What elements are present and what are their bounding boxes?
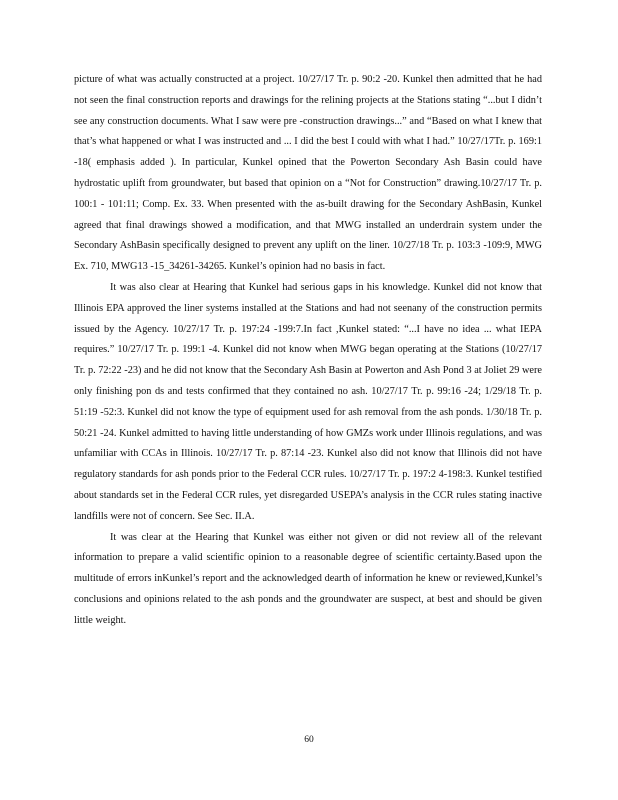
document-body	[74, 70, 542, 632]
paragraph-conclusion: It was clear at the Hearing that Kunkel was either not given or did not review all of the relevant information to prepare a valid scientific opinion to a reasonable degree of scientific certainty.Based upon the multitude of errors inKunkel’s report and the acknowledged dearth of information he knew or reviewed,Kunkel’s conclusions and opinions related to the ash ponds and the groundwater are suspect, at best and should be given little weight.	[74, 531, 542, 626]
paragraph-knowledge-gaps: It was also clear at Hearing that Kunkel had serious gaps in his knowledge. Kunkel did not know that Illinois EPA approved the liner systems installed at the Stations and had not seenany of the construction permits issued by the Agency. 10/27/17 Tr. p. 197:24 -199:7.In fact ,Kunkel stated: “...I have no idea ... what IEPA requires.” 10/27/17 Tr. p. 199:1 -4. Kunkel did not know when MWG began operating at the Stations (10/27/17 Tr. p. 72:22 -23) and he did not know that the Secondary Ash Basin at Powerton and Ash Pond 3 at Joliet 29 were only finishing pon ds and tests confirmed that they contained no ash. 10/27/17 Tr. p. 99:16 -24; 1/29/18 Tr. p. 51:19 -52:3. Kunkel did not know the type of equipment used for ash removal from the ash ponds. 1/30/18 Tr. p. 50:21 -24. Kunkel admitted to having little understanding of how GMZs work under Illinois regulations, and was unfamiliar with CCAs in Illinois. 10/27/17 Tr. p. 87:14 -23. Kunkel also did not know that Illinois did not have regulatory standards for ash ponds prior to the Federal CCR rules. 10/27/17 Tr. p. 197:2 4-198:3. Kunkel testified about standards set in the Federal CCR rules, yet disregarded USEPA’s analysis in the CCR rules stating inactive landfills were not of concern. See Sec. II.A.	[74, 281, 542, 522]
page-number: 60	[304, 735, 314, 745]
paragraph-continuation: picture of what was actually constructed at a project. 10/27/17 Tr. p. 90:2 -20. Kunkel then admitted that he had not seen the final construction reports and drawings for the relining projects at the Stations stating “...but I didn’t see any construction documents. What I saw were pre -construction drawings...” and “Based on what I knew that that’s what happened or what I was instructed and ... I did the best I could with what I had.” 10/27/17Tr. p. 169:1 -18( emphasis added ). In particular, Kunkel opined that the Powerton Secondary Ash Basin could have hydrostatic uplift from groundwater, but based that opinion on a “Not for Construction” drawing.10/27/17 Tr. p. 100:1 - 101:11; Comp. Ex. 33. When presented with the as-built drawing for the Secondary AshBasin, Kunkel agreed that final drawings showed a modification, and that MWG installed an underdrain system under the Secondary AshBasin specifically designed to prevent any uplift on the liner. 10/27/18 Tr. p. 103:3 -109:9, MWG Ex. 710, MWG13 -15_34261-34265. Kunkel’s opinion had no basis in fact.	[74, 74, 542, 273]
